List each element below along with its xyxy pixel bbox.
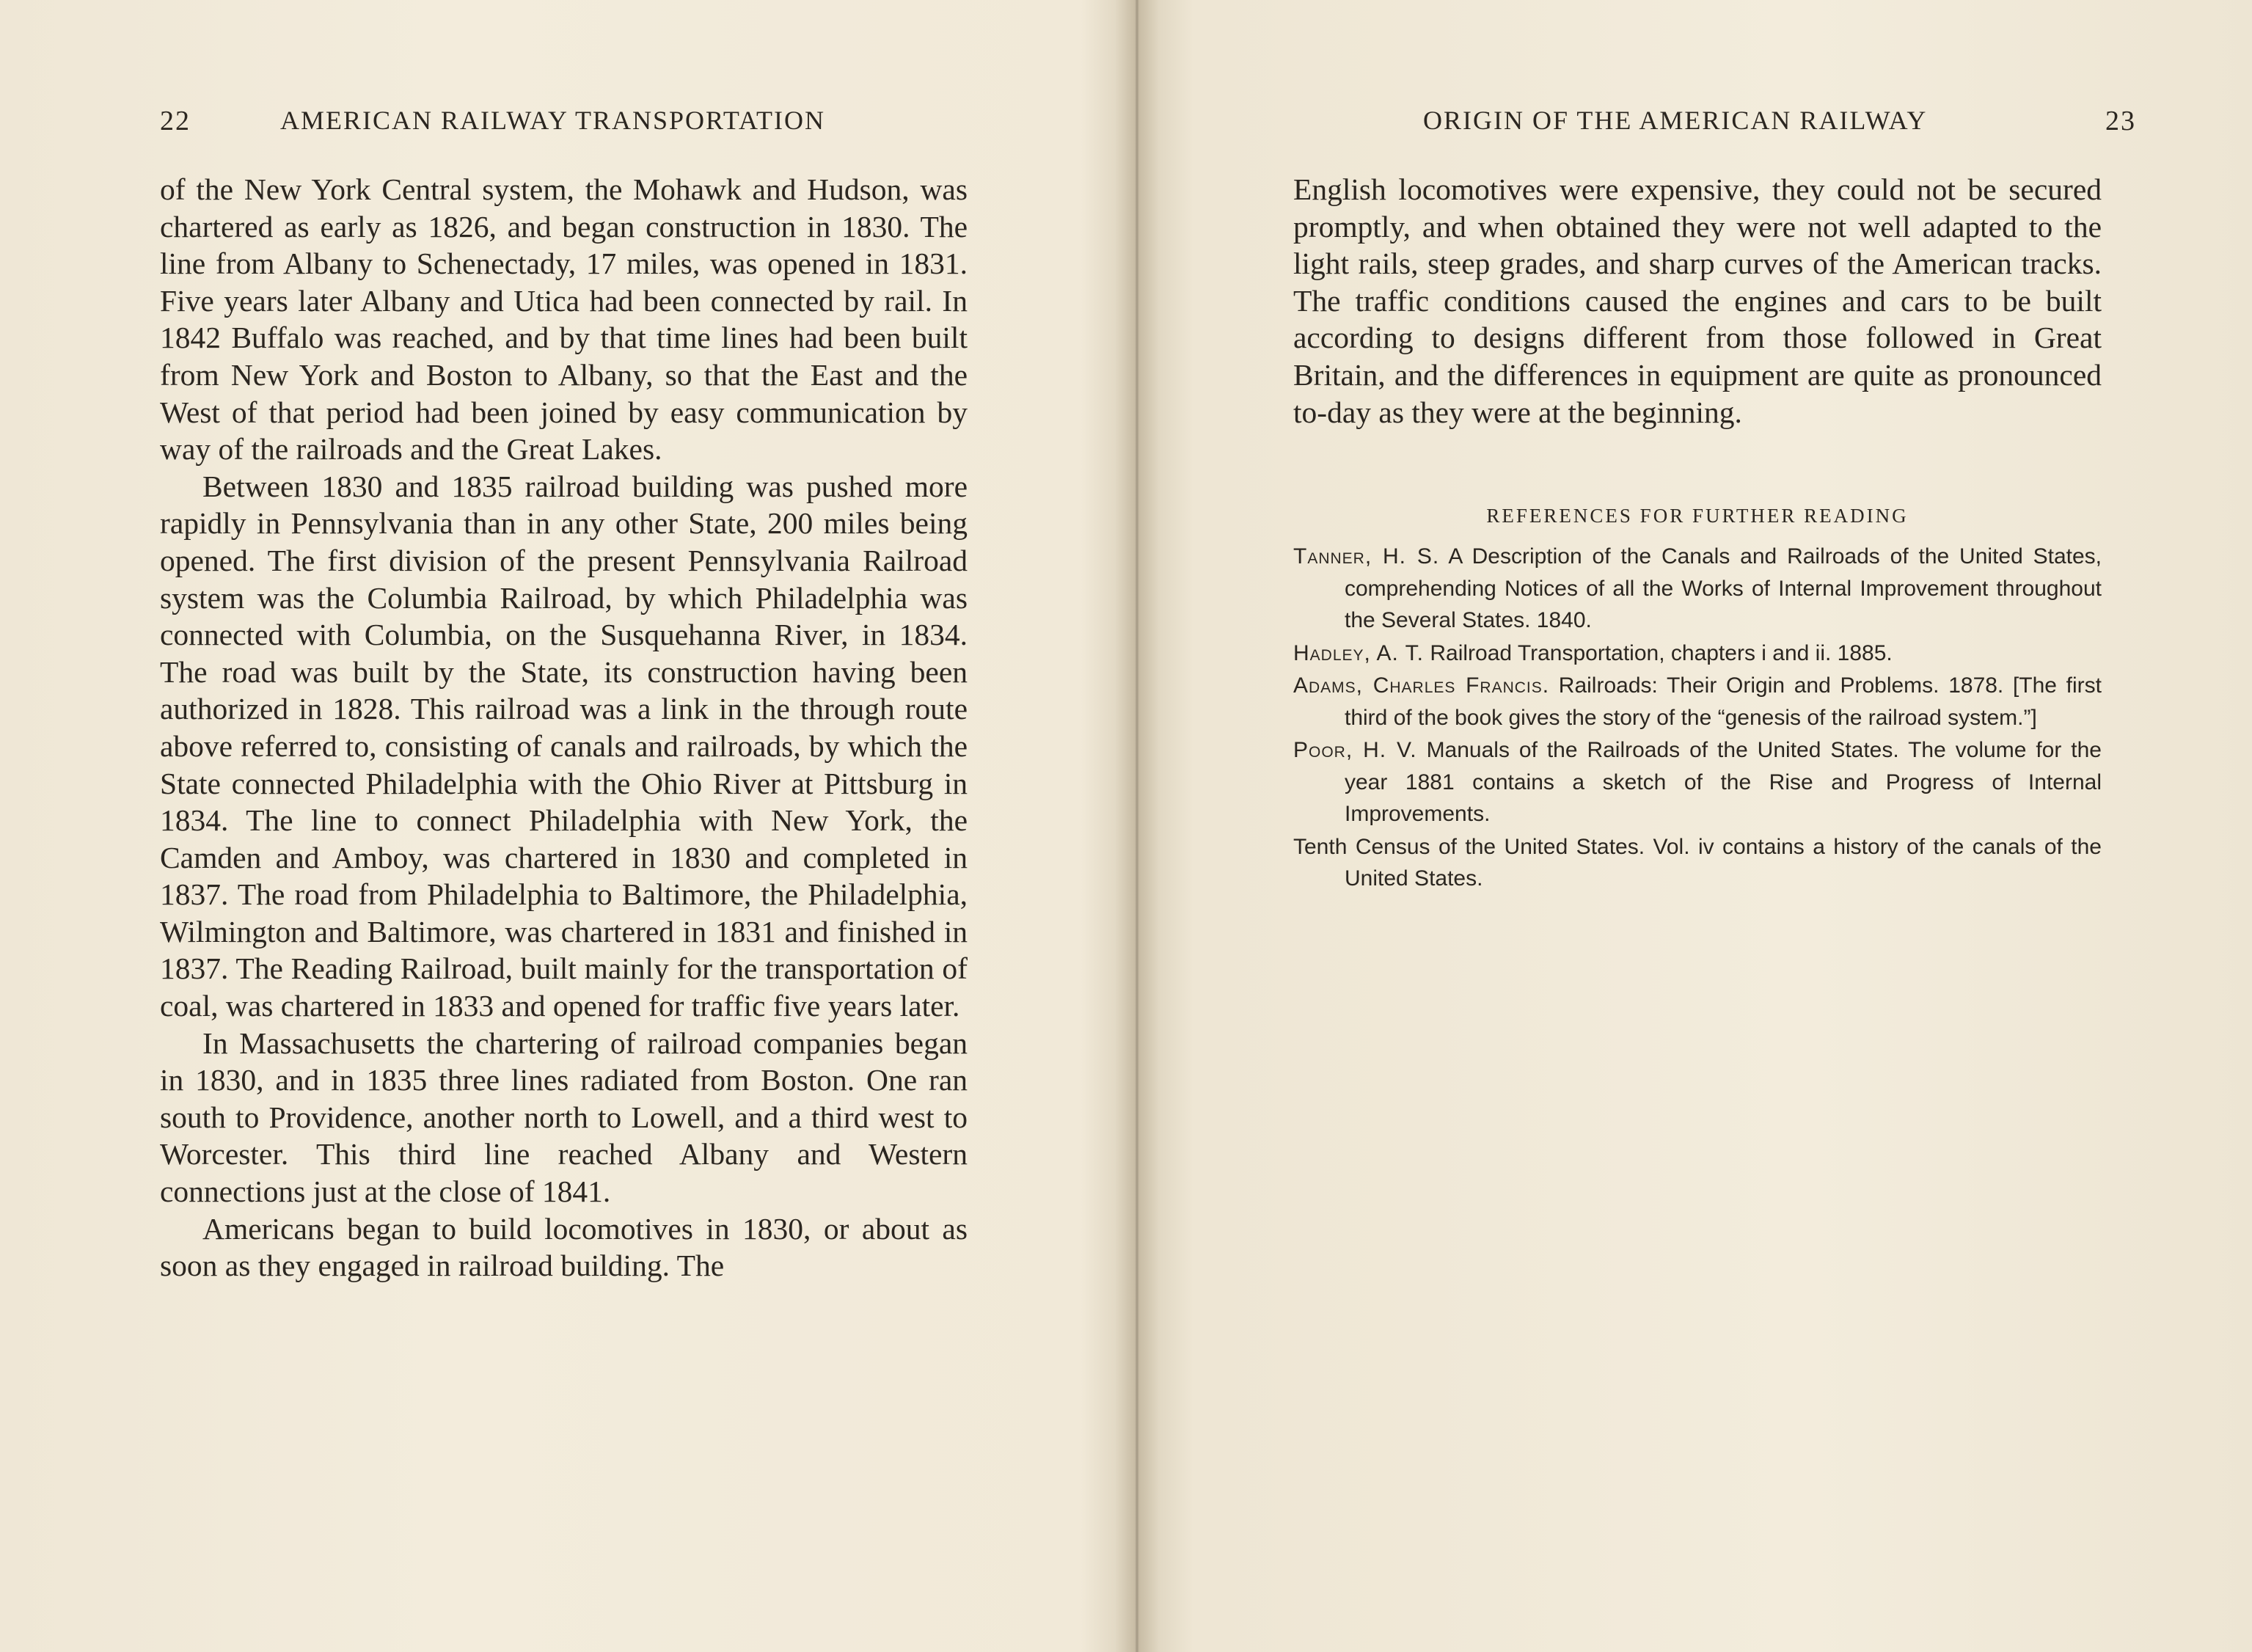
left-paragraph-4: Americans began to build locomotives in 1830, or about as soon as they engaged in railroad building. The xyxy=(160,1211,968,1283)
right-page xyxy=(1148,0,2252,1652)
right-running-title: ORIGIN OF THE AMERICAN RAILWAY xyxy=(1423,106,1928,135)
references-list xyxy=(1293,541,2102,896)
reference-author: Hadley, A. T. xyxy=(1293,640,1425,665)
reference-item xyxy=(1293,831,2102,895)
right-page-number: 23 xyxy=(2105,106,2136,136)
left-running-title: AMERICAN RAILWAY TRANSPORTATION xyxy=(280,106,825,135)
reference-text: A Description of the Canals and Railroads of the United States, comprehending Notices of all the Works of Internal Improvement throughout the Several States. 1840. xyxy=(1345,544,2102,632)
reference-text: Tenth Census of the United States. Vol. iv contains a history of the canals of the United States. xyxy=(1293,834,2102,891)
reference-item xyxy=(1293,670,2102,734)
left-paragraph-3: In Massachusetts the chartering of railroad companies began in 1830, and in 1835 three lines radiated from Boston. One ran south to Providence, another north to Lowell, and a third west to Worcester. This third line reached Albany and Western connections just at the close of 1841. xyxy=(160,1026,968,1209)
right-paragraph-1: English locomotives were expensive, they could not be secured promptly, and when obtained they were not well adapted to the light rails, steep grades, and sharp curves of the American tracks. The traffic conditions caused the engines and cars to be built according to designs different from those followed in Great Britain, and the differences in equipment are quite as pronounced to-day as they were at the beginning. xyxy=(1293,172,2102,429)
references-heading: REFERENCES FOR FURTHER READING xyxy=(1486,505,1909,527)
reference-text: Manuals of the Railroads of the United States. The volume for the year 1881 contains a sketch of the Rise and Progress of Internal Improvements. xyxy=(1345,738,2102,826)
left-paragraph-2: Between 1830 and 1835 railroad building was pushed more rapidly in Pennsylvania than in any other State, 200 miles being opened. The first division of the present Pennsylvania Railroad system was the Columbia Railroad, by which Philadelphia was connected with Columbia, on the Susquehanna River, in 1834. The road was built by the State, its construction having been authorized in 1828. This railroad was a link in the through route above referred to, consisting of canals and railroads, by which the State connected Philadelphia with the Ohio River at Pittsburg in 1834. The line to connect Philadelphia with New York, the Camden and Amboy, was chartered in 1830 and completed in 1837. The road from Philadelphia to Baltimore, the Philadelphia, Wilmington and Baltimore, was chartered in 1831 and finished in 1837. The Reading Railroad, built mainly for the transportation of coal, was chartered in 1833 and opened for traffic five years later. xyxy=(160,469,968,1023)
reference-author: Poor, H. V. xyxy=(1293,738,1417,762)
right-body-text xyxy=(1293,171,2102,431)
left-paragraph-1: of the New York Central system, the Mohawk and Hudson, was chartered as early as 1826, and began construction in 1830. The line from Albany to Schenectady, 17 miles, was opened in 1831. Five years later Albany and Utica had been connected by rail. In 1842 Buffalo was reached, and by that time lines had been built from New York and Boston to Albany, so that the East and the West of that period had been joined by easy communication by way of the railroads and the Great Lakes. xyxy=(160,172,968,467)
reference-text: Railroads: Their Origin and Problems. 1878. [The first third of the book gives the story of the “genesis of the railroad system.”] xyxy=(1345,673,2102,730)
left-page-number: 22 xyxy=(160,106,191,136)
reference-author: Adams, Charles Francis. xyxy=(1293,673,1550,698)
reference-item xyxy=(1293,541,2102,637)
reference-item xyxy=(1293,734,2102,830)
reference-item xyxy=(1293,637,2102,670)
reference-text: Railroad Transportation, chapters i and ii. 1885. xyxy=(1430,640,1893,665)
left-body-text xyxy=(160,171,968,1284)
reference-author: Tanner, H. S. xyxy=(1293,544,1440,569)
